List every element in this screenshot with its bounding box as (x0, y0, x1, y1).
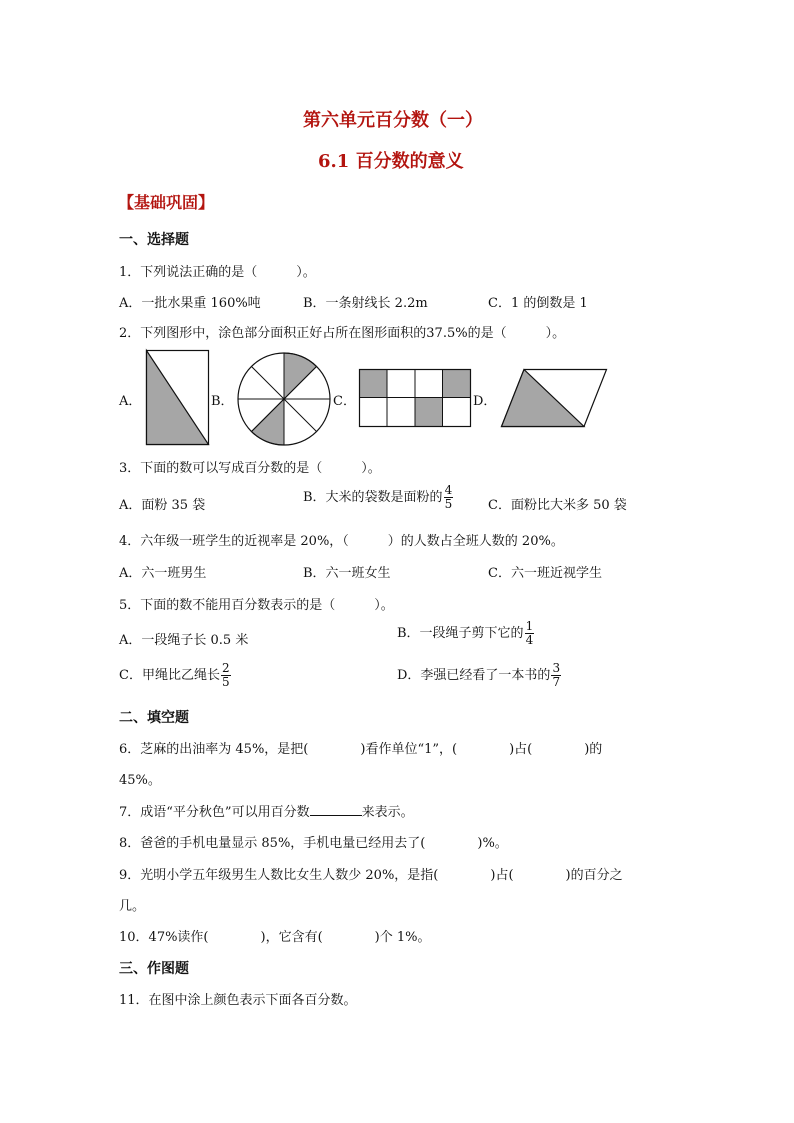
q2-option-a-label[interactable]: A． (119, 394, 142, 409)
question-9-line2: 几。 (119, 899, 146, 914)
q3-option-a[interactable]: A．面粉 35 袋 (119, 498, 206, 513)
q4-option-a[interactable]: A．六一班男生 (119, 566, 207, 581)
q2-option-d-label[interactable]: D． (473, 394, 497, 409)
question-4: 4．六年级一班学生的近视率是 20%，（ ）的人数占全班人数的 20%。 (119, 534, 564, 549)
section-heading-fill: 二、填空题 (119, 710, 189, 726)
question-1: 1．下列说法正确的是（ ）。 (119, 265, 316, 280)
q2-figure-a[interactable] (146, 350, 209, 445)
q7-text-pre: 7．成语“平分秋色”可以用百分数 (119, 805, 310, 820)
question-10: 10．47%读作( )，它含有( )个 1%。 (119, 930, 431, 945)
q3-option-b-text: B．大米的袋数是面粉的 (303, 490, 443, 505)
q5-fraction-d: $\frac{3}{7}$ (552, 661, 561, 689)
section-heading-choice: 一、选择题 (119, 232, 189, 248)
q5-option-d[interactable] (397, 662, 561, 689)
q2-option-c-label[interactable]: C． (333, 394, 356, 409)
q4-option-c[interactable]: C．六一班近视学生 (488, 566, 602, 581)
section-tag-basic: 【基础巩固】 (118, 193, 215, 212)
q5-option-c-text: C．甲绳比乙绳长 (119, 668, 220, 683)
q5-option-b-text: B．一段绳子剪下它的 (397, 626, 524, 641)
q5-fraction-b: $\frac{1}{4}$ (525, 619, 534, 647)
q1-option-a[interactable]: A．一批水果重 160%吨 (119, 296, 261, 311)
page-subtitle: 6.1 百分数的意义 (318, 151, 464, 172)
section-heading-drawing: 三、作图题 (119, 961, 189, 977)
q3-fraction: $\frac{4}{5}$ (444, 483, 453, 511)
q5-fraction-c: $\frac{2}{5}$ (221, 661, 230, 689)
question-5: 5．下面的数不能用百分数表示的是（ ）。 (119, 598, 394, 613)
q3-option-c[interactable]: C．面粉比大米多 50 袋 (488, 498, 627, 513)
question-3: 3．下面的数可以写成百分数的是（ ）。 (119, 461, 381, 476)
q4-option-b[interactable]: B．六一班女生 (303, 566, 391, 581)
q2-figure-b[interactable] (237, 352, 331, 446)
question-8: 8．爸爸的手机电量显示 85%，手机电量已经用去了( )%。 (119, 836, 508, 851)
question-9-line1: 9．光明小学五年级男生人数比女生人数少 20%，是指( )占( )的百分之 (119, 868, 623, 883)
q5-option-b[interactable] (397, 620, 534, 647)
q2-figure-d[interactable] (501, 369, 607, 427)
q5-option-a[interactable]: A．一段绳子长 0.5 米 (119, 633, 249, 648)
question-6-line1: 6．芝麻的出油率为 45%，是把( )看作单位“1”，( )占( )的 (119, 742, 603, 757)
question-7 (119, 801, 414, 820)
question-11: 11．在图中涂上颜色表示下面各百分数。 (119, 993, 357, 1008)
q2-figure-c[interactable] (359, 369, 471, 427)
question-2: 2．下列图形中，涂色部分面积正好占所在图形面积的37.5%的是（ ）。 (119, 326, 566, 341)
page-title: 第六单元百分数（一） (303, 110, 483, 131)
q7-answer-blank[interactable] (310, 803, 362, 816)
q1-option-c[interactable]: C．1 的倒数是 1 (488, 296, 588, 311)
q2-option-b-label[interactable]: B． (211, 394, 234, 409)
q5-option-c[interactable] (119, 662, 231, 689)
q3-option-b[interactable] (303, 484, 453, 511)
q5-option-d-text: D．李强已经看了一本书的 (397, 668, 551, 683)
q7-text-post: 来表示。 (361, 805, 414, 820)
q1-option-b[interactable]: B．一条射线长 2.2m (303, 296, 428, 311)
question-6-line2: 45%。 (119, 773, 161, 788)
